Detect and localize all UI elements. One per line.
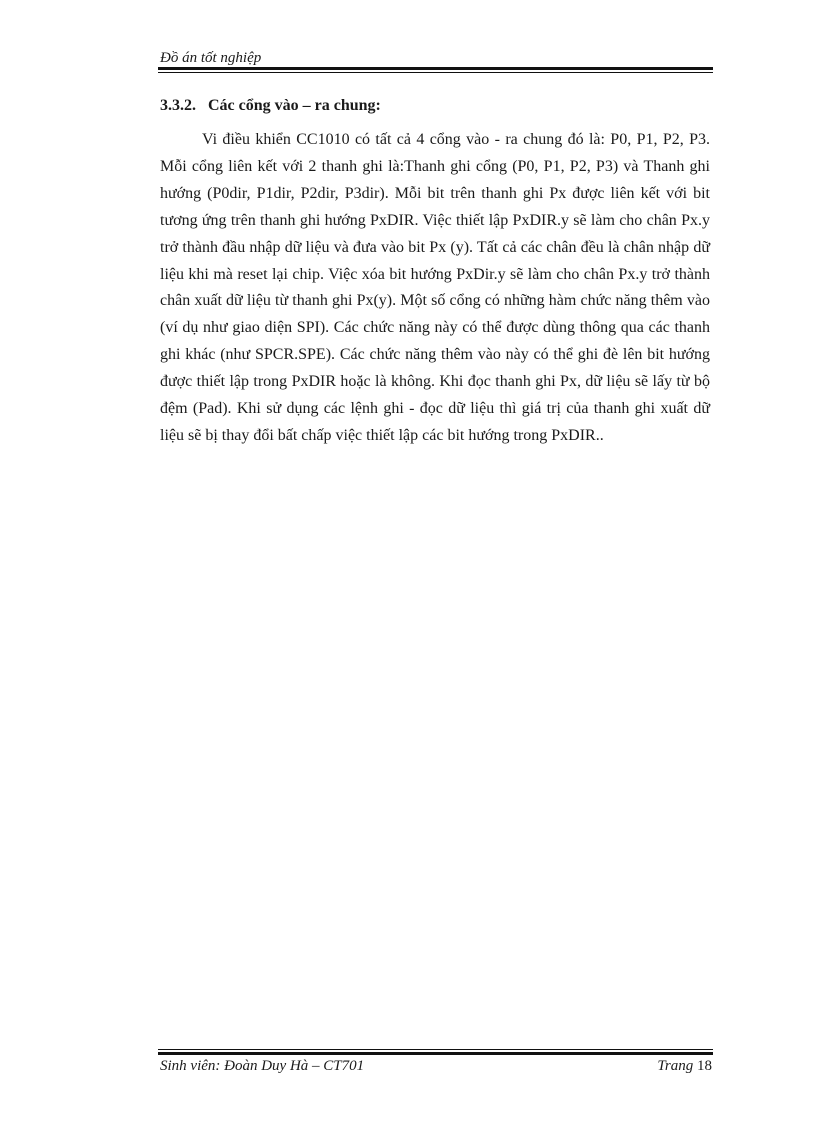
header-rule-thin (158, 72, 713, 73)
footer-page-label: Trang (657, 1058, 694, 1074)
header-rule-thick (158, 67, 713, 70)
section-title: Các cổng vào – ra chung: (208, 97, 381, 114)
header-title: Đồ án tốt nghiệp (160, 50, 262, 66)
body-paragraph: Vi điều khiển CC1010 có tất cả 4 cổng vào - ra chung đó là: P0, P1, P2, P3. Mỗi cổng liên kết với 2 thanh ghi là:Thanh ghi cổng (P0, P1, P2, P3) và Thanh ghi hướng (P0dir, P1dir, P2dir, P3dir). Mỗi bit trên thanh ghi Px được liên kết với bit tương ứng trên thanh ghi hướng PxDIR. Việc thiết lập PxDIR.y sẽ làm cho chân Px.y trở thành đầu nhập dữ liệu và đưa vào bit Px (y). Tất cả các chân đều là chân nhập dữ liệu khi mà reset lại chip. Việc xóa bit hướng PxDir.y sẽ làm cho chân Px.y trở thành chân xuất dữ liệu từ thanh ghi Px(y). Một số cổng có những hàm chức năng thêm vào (ví dụ như giao diện SPI). Các chức năng này có thể được dùng thông qua các thanh ghi khác (như SPCR.SPE). Các chức năng thêm vào này có thể ghi đè lên bit hướng được thiết lập trong PxDIR hoặc là không. Khi đọc thanh ghi Px, dữ liệu sẽ lấy từ bộ đệm (Pad). Khi sử dụng các lệnh ghi - đọc dữ liệu thì giá trị của thanh ghi xuất dữ liệu sẽ bị thay đổi bất chấp việc thiết lập các bit hướng trong PxDIR.. (160, 131, 710, 444)
footer-page (657, 1057, 712, 1075)
footer-page-number: 18 (697, 1058, 712, 1074)
section-heading (160, 96, 381, 116)
footer-rule-thin (158, 1049, 713, 1050)
footer-rule-thick (158, 1052, 713, 1055)
section-number: 3.3.2. (160, 97, 196, 114)
footer-student: Sinh viên: Đoàn Duy Hà – CT701 (160, 1058, 365, 1074)
